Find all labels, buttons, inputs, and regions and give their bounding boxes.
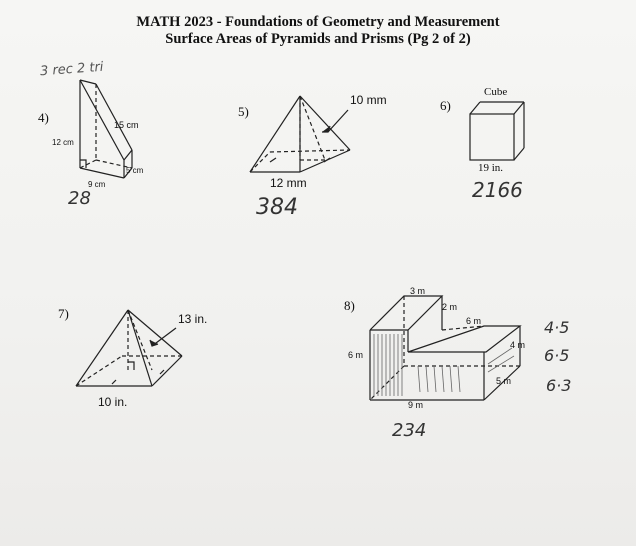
problem-8-right-top: 6 m [466,316,482,326]
problem-8-left-height: 6 m [348,350,364,360]
title-line-1: MATH 2023 - Foundations of Geometry and Measurement [136,14,500,30]
problem-8-right-height: 4 m [510,340,526,350]
problem-8-top: 3 m [410,286,426,296]
problem-8-answer: 234 [392,420,427,441]
problem-5-slant: 10 mm [350,93,387,107]
margin-handwritten-note: 3 rec 2 tri [39,59,104,80]
problem-8-number: 8) [344,298,355,313]
problem-8-gap: 2 m [442,302,458,312]
problem-6-number: 6) [440,98,451,113]
problem-8-note-2: 6·5 [544,346,570,365]
problem-4-depth: 5 cm [126,166,144,175]
problem-7-base: 10 in. [98,395,128,409]
problem-5-number: 5) [238,104,249,119]
problem-4-number: 4) [38,110,49,125]
problem-7-slant: 13 in. [178,312,208,326]
problem-6-edge: 19 in. [478,162,504,174]
problem-7-number: 7) [58,306,69,321]
figure-5-pyramid [250,96,350,172]
problem-8-right-depth: 5 m [496,376,512,386]
problem-4-height: 12 cm [52,138,74,147]
problem-8-note-3: 6·3 [546,376,572,395]
title-line-2: Surface Areas of Pyramids and Prisms (Pg 2 of 2) [165,31,471,47]
problem-4-slant: 15 cm [114,120,139,130]
problem-8-note-1: 4·5 [544,318,570,337]
figure-7-pyramid [76,310,182,386]
problem-4-base: 9 cm [88,180,106,189]
problem-5-base: 12 mm [270,176,307,190]
problem-6-label: Cube [484,86,508,98]
problem-6-answer: 2166 [472,178,523,202]
problem-5-answer: 384 [256,195,298,220]
figure-6-cube [470,102,524,160]
problem-8-base: 9 m [408,400,424,410]
problem-4-answer: 28 [68,188,91,209]
